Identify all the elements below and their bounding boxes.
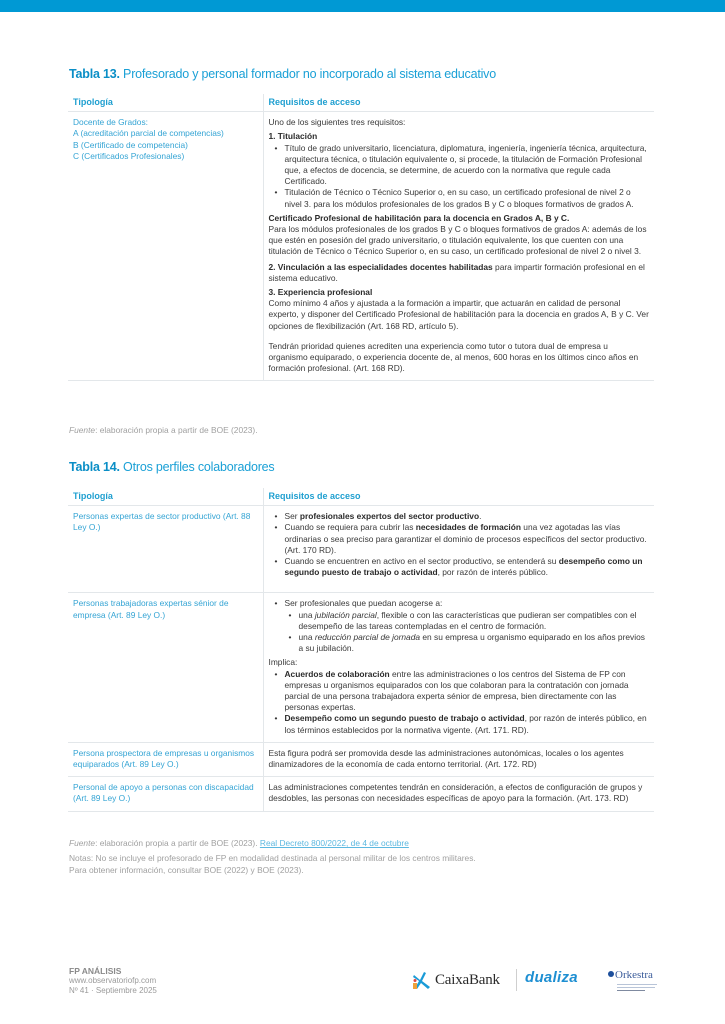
column-header-requisitos: Requisitos de acceso (263, 94, 654, 112)
cell-requisitos (263, 112, 654, 381)
footer-publication-info (69, 966, 157, 996)
orkestra-logo (607, 967, 665, 995)
section-vinculacion-heading: 2. Vinculación a las especialidades docentes habilitadas (268, 261, 493, 272)
column-header-tipologia: Tipología (68, 488, 263, 506)
notes-line: Para obtener información, consultar BOE (2022) y BOE (2023). (69, 864, 304, 875)
real-decreto-link[interactable]: Real Decreto 800/2022, de 4 de octubre (259, 838, 409, 848)
orkestra-subtext-decor (617, 984, 657, 985)
table-14-notes (69, 853, 476, 876)
sub-list (289, 610, 650, 655)
italic-run: jubilación parcial (314, 609, 377, 620)
text-run: Cuando se encuentren en activo en el sector productivo, se entenderá su (284, 556, 559, 567)
cell-tipologia: Personal de apoyo a personas con discapacidad (Art. 89 Ley O.) (68, 777, 263, 811)
caixabank-star-icon (410, 969, 432, 991)
orkestra-dot-icon (608, 971, 614, 977)
cell-tipologia: Personas trabajadoras expertas sénior de empresa (Art. 89 Ley O.) (68, 593, 263, 742)
text-run: una (298, 609, 315, 620)
text-run: , por razón de interés público, en los términos establecidos por la normativa vigente. (Art. 171. RD). (284, 713, 647, 735)
list-item: • Titulación de Técnico o Técnico Superior o, en su caso, un certificado profesional de nivel 2 o nivel 3. para los módulos profesionales de los grados B y C o bloques formativos de grados A. (275, 187, 650, 209)
text-run: entre las administraciones o los centros del Sistema de FP con empresas u organismos equiparados con los que colaboran para la contratación con jornada parcial de una persona trabajadora experta sénior de empresa, bien directamente con las personas expertas. (284, 668, 629, 713)
titulacion-list (275, 143, 650, 210)
orkestra-subtext-decor (617, 987, 655, 988)
caixabank-wordmark: CaixaBank (435, 971, 500, 988)
bold-run: profesionales expertos del sector productivo (299, 511, 480, 522)
text-run: . (479, 511, 482, 522)
table-row (68, 593, 654, 742)
text-run: Cuando se requiera para cubrir las (284, 522, 416, 533)
cell-requisitos (263, 506, 654, 593)
cell-tipologia (68, 112, 263, 381)
table-13 (68, 94, 654, 381)
top-accent-bar (0, 0, 725, 12)
section-experiencia-text: Como mínimo 4 años y ajustada a la formación a impartir, que actuarán en calidad de personal experto, y disponer del Certificado Profesional de habilitación para la docencia en grados A, B y C. Ver opciones de flexibilización (Art. 168 RD, artículo 5). (268, 298, 649, 331)
text-run: , por razón de interés público. (437, 567, 548, 578)
cell-requisitos: Las administraciones competentes tendrán en consideración, a efectos de configuración de grupos y desdobles, las personas con necesidades específicas de apoyo para la formación. (Art. 173. RD) (263, 777, 654, 811)
table-14-source (69, 838, 409, 850)
table-13-caption: Profesorado y personal formador no incorporado al sistema educativo (119, 67, 496, 81)
requisitos-intro: Uno de los siguientes tres requisitos: (268, 117, 406, 128)
requisitos-list (275, 598, 650, 654)
table-13-title (69, 67, 496, 81)
table-14 (68, 488, 654, 812)
cell-requisitos (263, 593, 654, 742)
section-certificado-text: Para los módulos profesionales de los grados B y C o bloques formativos de grados A: además de los que estén en posesión del grado universitario, o titulación equivalente, los que cuenten con una titulación de Técnico o Técnico Superior o, en su caso, un certificado profesional de nivel 2 o nivel 3. (268, 224, 647, 257)
list-item (275, 556, 650, 578)
sponsor-logos (405, 965, 665, 995)
table-14-title (69, 460, 274, 474)
list-item (275, 511, 650, 522)
orkestra-wordmark: Orkestra (615, 969, 653, 981)
table-row (68, 742, 654, 776)
table-header-row (68, 488, 654, 506)
issue-info: Nº 41 · Septiembre 2025 (69, 986, 157, 995)
logo-divider (516, 969, 517, 991)
implica-list (275, 669, 650, 736)
section-vinculacion (269, 262, 650, 284)
spacer (269, 332, 650, 341)
dualiza-logo: dualiza (525, 969, 578, 986)
text-run: Ser profesionales que puedan acogerse a: (284, 598, 443, 609)
source-text: : elaboración propia a partir de BOE (2023). (95, 425, 258, 435)
bold-run: Desempeño como un segundo puesto de trabajo o actividad (284, 713, 525, 724)
tipologia-line: Docente de Grados: (73, 117, 148, 128)
table-row (68, 506, 654, 593)
caixabank-logo (410, 969, 500, 991)
text-run: en su empresa u organismo equiparado en los años previos a su jubilación. (298, 632, 645, 654)
notes-line: Notas: No se incluye el profesorado de FP en modalidad destinada al personal militar de los centros militares. (69, 853, 476, 863)
table-13-source (69, 425, 258, 437)
tipologia-line: A (acreditación parcial de competencias) (73, 128, 224, 139)
cell-tipologia: Personas expertas de sector productivo (Art. 88 Ley O.) (68, 506, 263, 593)
table-13-number: Tabla 13. (69, 67, 120, 81)
text-run: una vez agotadas las vías ordinarias o sea preciso para garantizar el dominio de procesos específicos del sector productivo. (Art. 170 RD). (284, 522, 647, 555)
source-label: Fuente (69, 838, 96, 848)
list-item (275, 669, 650, 714)
column-header-requisitos: Requisitos de acceso (263, 488, 654, 506)
column-header-tipologia: Tipología (68, 94, 263, 112)
tipologia-line: B (Certificado de competencia) (73, 139, 188, 150)
list-item (275, 713, 650, 735)
website-url: www.observatoriofp.com (69, 976, 157, 985)
source-text: : elaboración propia a partir de BOE (2023). (95, 838, 260, 848)
requisitos-list (275, 511, 650, 578)
list-item (275, 598, 650, 654)
section-vinculacion-text: para impartir formación profesional en el sistema educativo. (268, 261, 645, 283)
table-header-row (68, 94, 654, 112)
cell-requisitos: Esta figura podrá ser promovida desde las administraciones autonómicas, locales o los agentes dinamizadores de la economía de cada entorno territorial. (Art. 172. RD) (263, 742, 654, 776)
text-run: Ser (284, 511, 300, 522)
table-row (68, 777, 654, 811)
table-14-number: Tabla 14. (69, 460, 120, 474)
priority-text: Tendrán prioridad quienes acrediten una experiencia como tutor o tutora dual de empresa u organismo equiparado, o experiencia docente de, al menos, 600 horas en los últimos cinco años en formación profesional. (Art. 168 RD). (268, 340, 639, 374)
implica-label: Implica: (268, 657, 298, 668)
list-item (289, 610, 650, 632)
list-item (289, 632, 650, 654)
bold-run: necesidades de formación (415, 522, 521, 533)
source-label: Fuente (69, 425, 96, 435)
italic-run: reducción parcial de jornada (314, 632, 421, 643)
list-item (275, 522, 650, 556)
cell-tipologia: Persona prospectora de empresas u organismos equiparados (Art. 89 Ley O.) (68, 742, 263, 776)
orkestra-subtext-decor (617, 990, 645, 991)
bold-run: desempeño como un segundo puesto de trabajo o actividad (284, 556, 643, 578)
section-certificado-heading: Certificado Profesional de habilitación para la docencia en Grados A, B y C. (268, 212, 570, 223)
text-run: , flexible o con las características que pudieran ser compatibles con el desempeño de las tareas contempladas en el centro de formación. (298, 609, 637, 631)
section-titulacion-heading: 1. Titulación (268, 131, 318, 142)
tipologia-line: C (Certificados Profesionales) (73, 150, 185, 161)
table-14-caption: Otros perfiles colaboradores (119, 460, 275, 474)
bold-run: Acuerdos de colaboración (284, 668, 390, 679)
text-run: una (298, 632, 315, 643)
table-row (68, 112, 654, 381)
section-experiencia-heading: 3. Experiencia profesional (268, 287, 373, 298)
list-item: • Título de grado universitario, licenciatura, diplomatura, ingeniería, ingeniería técnica, arquitectura, arquitectura técnica, o titulación equivalente o, si procede, la titulación de Formación Profesional que, a efectos de docencia, se determine, de acuerdo con la normativa que regule cada Certificado. (275, 143, 650, 188)
publication-name: FP ANÁLISIS (69, 966, 122, 976)
